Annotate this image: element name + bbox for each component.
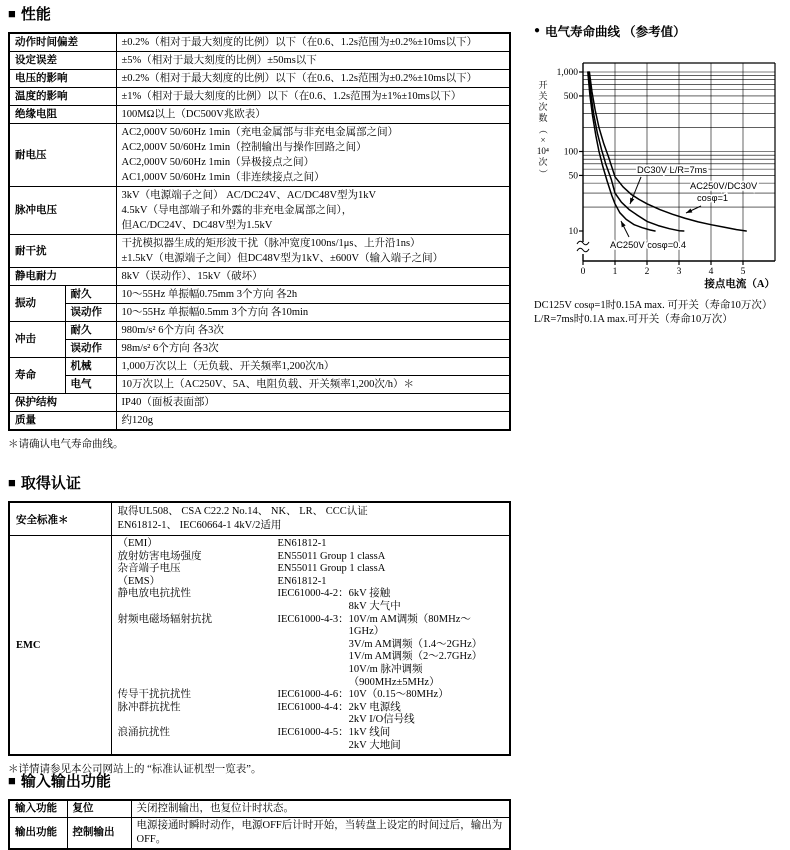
row-label: 振动 xyxy=(9,286,65,322)
emc-item xyxy=(118,689,504,702)
row-value xyxy=(116,106,510,124)
row-sublabel: 误动作 xyxy=(65,304,116,322)
row-sublabel: 机械 xyxy=(65,358,116,376)
chart-text: 100 xyxy=(563,147,578,158)
y-axis-label-char: 次 xyxy=(538,102,548,112)
chart-text: 50 xyxy=(568,171,578,182)
emc-item-name: 浪涌抗扰性 xyxy=(117,726,170,738)
chart-x-axis-label: 接点电流（A） xyxy=(704,279,775,290)
row-value: 电源接通时瞬时动作，电源OFF后计时开始，当转盘上设定的时间过后，输出为OFF。 xyxy=(131,818,510,850)
chart-text: 10 xyxy=(568,227,578,237)
table-row xyxy=(9,106,510,124)
row-value xyxy=(116,412,510,431)
emc-standard-code: EN55011 Group 1 classA xyxy=(277,550,386,562)
emc-item-value xyxy=(278,727,401,752)
chart-note-line: L/R=7ms时0.1A max.可开关（寿命10万次） xyxy=(534,314,733,325)
emc-items xyxy=(111,536,510,756)
emc-item-value xyxy=(278,588,401,613)
row-value xyxy=(116,70,510,88)
value-line: 2kV I/O信号线 xyxy=(348,714,415,726)
value-line: 但AC/DC24V、DC48V型为1.5kV xyxy=(121,220,273,231)
emc-standard-values xyxy=(349,588,401,613)
row-value xyxy=(116,322,510,340)
row-value xyxy=(116,52,510,70)
safety-standard-label: 安全标准＊ xyxy=(9,502,111,536)
emc-item xyxy=(118,563,504,576)
table-row xyxy=(9,376,510,394)
value-line: EN61812-1、 IEC60664-1 4kV/2适用 xyxy=(117,520,282,531)
performance-section xyxy=(8,3,512,451)
io-section-title: 输入输出功能 xyxy=(20,774,111,790)
row-value xyxy=(116,124,510,187)
table-row xyxy=(9,340,510,358)
chart-title-text: 电气寿命曲线 （参考值） xyxy=(545,25,686,39)
value-line: 10万次以上（AC250V、5A、电阻负载、开关频率1,200次/h）＊ xyxy=(121,379,415,390)
emc-item xyxy=(118,551,504,564)
value-line: 3kV（电源端子之间） AC/DC24V、AC/DC48V型为1kV xyxy=(121,190,377,201)
curve-label: AC250V/DC30V xyxy=(690,181,758,191)
row-sublabel: 电气 xyxy=(65,376,116,394)
row-label: 脉冲电压 xyxy=(9,187,116,235)
emc-standard-code: IEC61000-4-3： xyxy=(277,613,349,625)
row-label: 静电耐力 xyxy=(9,268,116,286)
row-value xyxy=(116,304,510,322)
emc-item-value xyxy=(278,614,504,690)
row-label: 耐干扰 xyxy=(9,235,116,268)
chart-text: 1 xyxy=(612,267,618,277)
emc-standard-code: EN61812-1 xyxy=(277,538,327,549)
y-axis-label-char: 10⁴ xyxy=(536,146,550,156)
chart-notes xyxy=(534,299,790,327)
row-label: 输入功能 xyxy=(9,800,67,818)
io-section-header xyxy=(8,770,512,791)
value-line: 980m/s² 6个方向 各3次 xyxy=(121,325,224,336)
value-line: 10V（0.15～80MHz） xyxy=(348,689,449,701)
emc-standard-code: IEC61000-4-5： xyxy=(277,726,349,738)
certification-footnote: ＊详情请参见本公司网站上的 “标准认证机型一览表”。 xyxy=(8,764,262,776)
row-sublabel: 控制输出 xyxy=(67,818,131,850)
row-value xyxy=(116,268,510,286)
row-sublabel: 耐久 xyxy=(65,286,116,304)
emc-item-name: （EMI） xyxy=(117,538,158,549)
value-line: 2kV 大地间 xyxy=(348,739,401,751)
io-table xyxy=(8,799,511,850)
y-axis-label-char: ） xyxy=(538,168,549,179)
emc-standard-values xyxy=(349,702,415,727)
row-sublabel: 复位 xyxy=(67,800,131,818)
safety-standard-value xyxy=(111,502,510,536)
electrical-life-chart-section xyxy=(534,22,790,327)
row-label: 耐电压 xyxy=(9,124,116,187)
table-row xyxy=(9,187,510,235)
curve-label: DC30V L/R=7ms xyxy=(637,165,708,175)
performance-footnote: ＊请确认电气寿命曲线。 xyxy=(8,439,124,450)
row-label: 动作时间偏差 xyxy=(9,33,116,52)
chart-text: 1,000 xyxy=(556,68,578,78)
emc-item-value xyxy=(278,702,415,727)
value-line: 98m/s² 6个方向 各3次 xyxy=(121,343,219,354)
value-line: 100MΩ以上（DC500V兆欧表） xyxy=(121,109,266,120)
certification-section-title: 取得认证 xyxy=(20,476,81,492)
emc-item-name: 脉冲群抗扰性 xyxy=(117,701,181,713)
row-value xyxy=(116,235,510,268)
chart-text: 500 xyxy=(563,91,578,102)
chart-text: 3 xyxy=(676,267,682,277)
table-row xyxy=(9,124,510,187)
row-value xyxy=(116,394,510,412)
arrowhead-icon xyxy=(621,221,626,227)
emc-item-name: 传导干扰抗扰性 xyxy=(117,689,191,701)
axis-break-icon xyxy=(577,248,589,252)
emc-item xyxy=(118,576,504,589)
certification-section-header xyxy=(8,472,512,493)
emc-item xyxy=(118,538,504,551)
value-line: 干扰模拟器生成的矩形波干扰（脉冲宽度100ns/1μs、上升沿1ns） xyxy=(121,238,421,249)
table-row xyxy=(9,818,510,850)
chart-text: 4 xyxy=(708,267,714,277)
performance-section-header xyxy=(8,3,512,24)
emc-standard-values xyxy=(349,727,401,752)
value-line: 10V/m AM调频（80MHz～1GHz） xyxy=(348,613,471,638)
row-value xyxy=(116,33,510,52)
row-value xyxy=(116,340,510,358)
value-line: 1V/m AM调频（2～2.7GHz） xyxy=(348,651,483,663)
table-row xyxy=(9,52,510,70)
performance-section-title: 性能 xyxy=(20,7,51,23)
y-axis-label-char: × xyxy=(540,135,546,145)
emc-standard-code: EN55011 Group 1 classA xyxy=(277,563,386,575)
value-line: 6kV 接触 xyxy=(348,588,391,600)
table-row xyxy=(9,502,510,536)
row-value xyxy=(116,358,510,376)
emc-item-value xyxy=(278,551,386,564)
value-line: 1kV 线间 xyxy=(348,726,391,738)
value-line: 8kV（误动作）、15kV（破坏） xyxy=(121,271,263,282)
emc-item-name: 放射妨害电场强度 xyxy=(117,550,202,562)
row-label: 保护结构 xyxy=(9,394,116,412)
row-label: 冲击 xyxy=(9,322,65,358)
row-value xyxy=(116,376,510,394)
emc-standard-code: EN61812-1 xyxy=(277,575,327,587)
performance-table xyxy=(8,32,511,431)
row-label: 设定误差 xyxy=(9,52,116,70)
table-row xyxy=(9,33,510,52)
table-row xyxy=(9,235,510,268)
value-line: 4.5kV（导电部端子和外露的非充电金属部之间）， xyxy=(121,205,353,216)
table-row xyxy=(9,536,510,756)
section-bullet-icon: ■ xyxy=(8,773,16,788)
arrowhead-icon xyxy=(686,208,692,213)
value-line: 8kV 大气中 xyxy=(348,600,401,612)
emc-standard-values xyxy=(349,614,503,690)
io-function-section xyxy=(8,770,512,850)
value-line: 取得UL508、 CSA C22.2 No.14、 NK、 LR、 CCC认证 xyxy=(117,506,368,517)
table-row xyxy=(9,322,510,340)
table-row xyxy=(9,358,510,376)
emc-standard-code: IEC61000-4-6： xyxy=(277,689,349,701)
emc-label: EMC xyxy=(9,536,111,756)
emc-item xyxy=(118,588,504,613)
row-sublabel: 误动作 xyxy=(65,340,116,358)
chart-text: 0 xyxy=(580,267,586,277)
value-line: ±0.2%（相对于最大刻度的比例）以下（在0.6、1.2s范围为±0.2%±10ms以下） xyxy=(121,37,478,48)
value-line: ±1%（相对于最大刻度的比例）以下（在0.6、1.2s范围为±1%±10ms以下） xyxy=(121,91,462,102)
certification-table xyxy=(8,501,511,756)
arrowhead-icon xyxy=(630,198,634,204)
table-row xyxy=(9,268,510,286)
row-label: 输出功能 xyxy=(9,818,67,850)
table-row xyxy=(9,304,510,322)
chart-text: 2 xyxy=(644,267,650,277)
emc-standard-code: IEC61000-4-2： xyxy=(277,588,349,600)
emc-item-value xyxy=(278,538,327,551)
curve-label: AC250V cosφ=0.4 xyxy=(610,240,687,250)
chart-y-axis-label xyxy=(536,80,550,179)
value-line: 2kV 电源线 xyxy=(348,701,401,713)
y-axis-label-char: 次 xyxy=(538,157,548,167)
emc-item-value xyxy=(278,563,386,576)
row-label: 寿命 xyxy=(9,358,65,394)
table-row xyxy=(9,70,510,88)
y-axis-label-char: 数 xyxy=(538,113,548,123)
value-line: 约120g xyxy=(121,415,153,426)
row-value: 关闭控制输出，也复位计时状态。 xyxy=(131,800,510,818)
chart-text: 5 xyxy=(740,267,746,277)
row-value xyxy=(116,286,510,304)
value-line: AC2,000V 50/60Hz 1min（充电金属部与非充电金属部之间） xyxy=(121,127,399,138)
value-line: ±0.2%（相对于最大刻度的比例）以下（在0.6、1.2s范围为±0.2%±10ms以下） xyxy=(121,73,478,84)
emc-item-value xyxy=(278,576,327,589)
emc-item-name: 杂音端子电压 xyxy=(117,563,181,575)
value-line: ±1.5kV（电源端子之间）但DC48V型为1kV、±600V（输入端子之间） xyxy=(121,253,444,264)
section-bullet-icon: ■ xyxy=(8,475,16,490)
curve-label: cosφ=1 xyxy=(697,193,729,203)
value-line: AC2,000V 50/60Hz 1min（控制输出与操作回路之间） xyxy=(121,142,367,153)
emc-item-name: （EMS） xyxy=(117,575,161,587)
emc-item xyxy=(118,614,504,690)
table-row xyxy=(9,88,510,106)
emc-item-name: 射频电磁场辐射抗扰 xyxy=(117,613,212,625)
y-axis-label-char: 开 xyxy=(538,80,548,90)
row-label: 绝缘电阻 xyxy=(9,106,116,124)
row-label: 电压的影响 xyxy=(9,70,116,88)
emc-standard-code: IEC61000-4-4： xyxy=(277,701,349,713)
y-axis-label-char: 关 xyxy=(538,91,548,101)
table-row xyxy=(9,800,510,818)
value-line: AC2,000V 50/60Hz 1min（异极接点之间） xyxy=(121,157,315,168)
emc-item-name: 静电放电抗扰性 xyxy=(117,588,191,600)
value-line: 3V/m AM调频（1.4～2GHz） xyxy=(348,638,483,650)
row-value xyxy=(116,88,510,106)
row-value xyxy=(116,187,510,235)
emc-item xyxy=(118,702,504,727)
certification-section xyxy=(8,472,512,776)
value-line: 10～55Hz 单振幅0.75mm 3个方向 各2h xyxy=(121,289,298,300)
emc-item-value xyxy=(278,689,449,702)
section-bullet-icon: ■ xyxy=(8,6,16,21)
chart-note-line: DC125V cosφ=1时0.15A max. 可开关（寿命10万次） xyxy=(534,300,773,311)
chart-bullet-icon: ● xyxy=(534,25,541,36)
row-label: 质量 xyxy=(9,412,116,431)
chart-plot-area xyxy=(534,42,790,280)
emc-standard-values xyxy=(349,689,449,702)
value-line: IP40（面板表面部） xyxy=(121,397,215,408)
life-curve-plot xyxy=(534,42,790,280)
value-line: 10～55Hz 单振幅0.5mm 3个方向 各10min xyxy=(121,307,309,318)
chart-title xyxy=(534,22,790,40)
value-line: AC1,000V 50/60Hz 1min（非连续接点之间） xyxy=(121,172,325,183)
value-line: 10V/m 脉冲调频（900MHz±5MHz） xyxy=(348,663,440,688)
table-row xyxy=(9,286,510,304)
value-line: ±5%（相对于最大刻度的比例）±50ms以下 xyxy=(121,55,317,66)
table-row xyxy=(9,394,510,412)
row-label: 温度的影响 xyxy=(9,88,116,106)
y-axis-label-char: （ xyxy=(538,124,549,135)
row-sublabel: 耐久 xyxy=(65,322,116,340)
table-row xyxy=(9,412,510,431)
emc-item xyxy=(118,727,504,752)
value-line: 1,000万次以上（无负载、开关频率1,200次/h） xyxy=(121,361,335,372)
